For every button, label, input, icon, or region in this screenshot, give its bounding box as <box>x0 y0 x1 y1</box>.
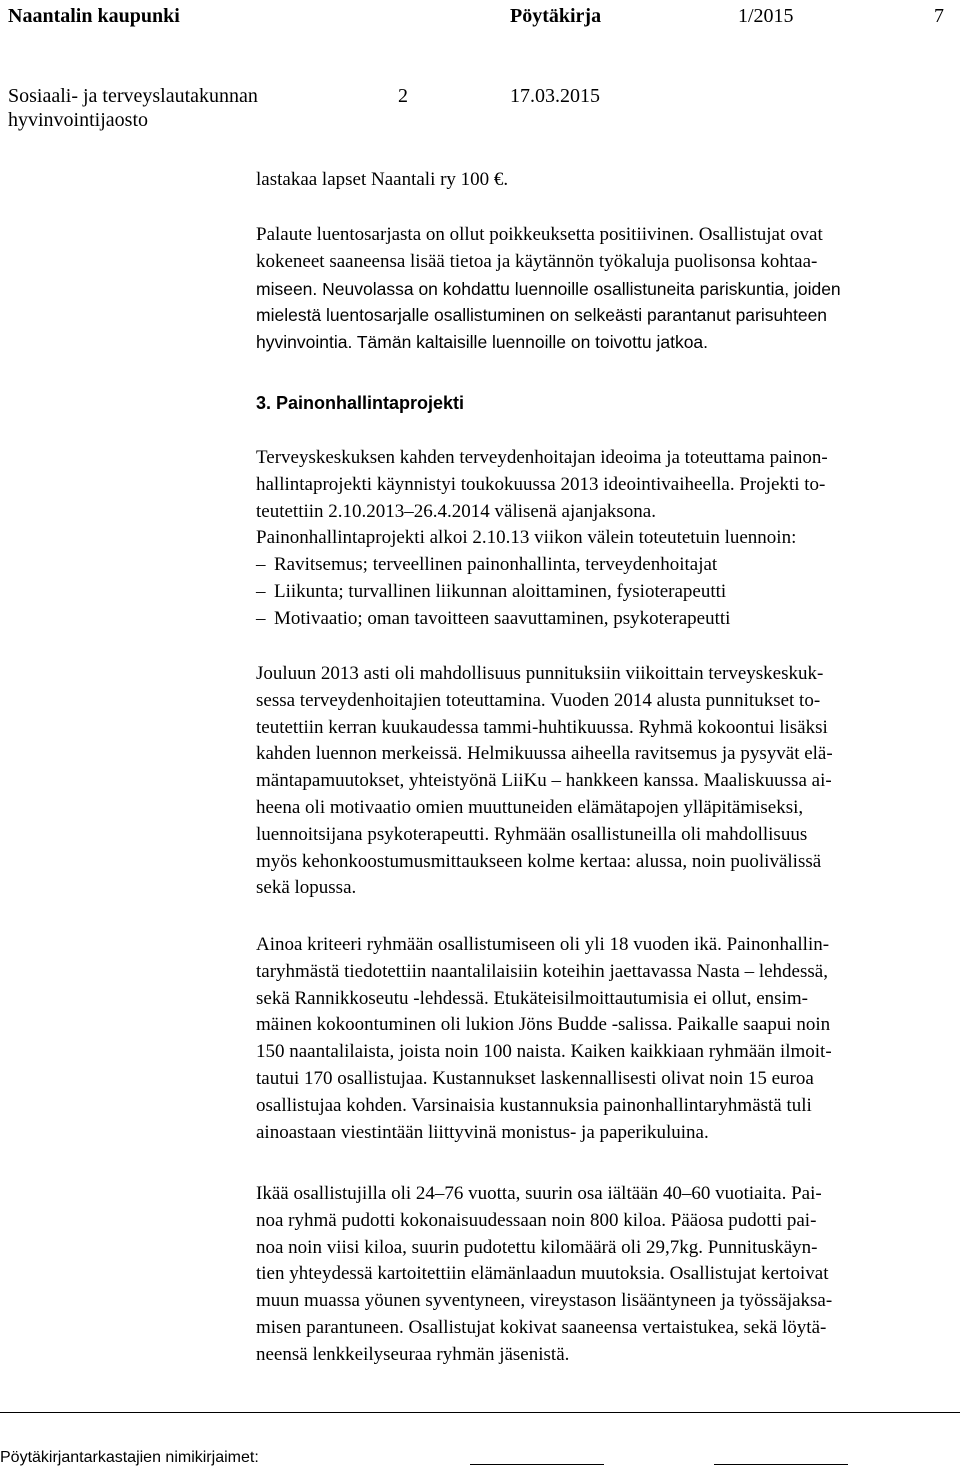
text-line: mielestä luentosarjalle osallistuminen on selkeästi parantanut parisuhteen <box>256 305 828 326</box>
footer-divider <box>0 1412 960 1413</box>
intro-paragraph <box>256 167 956 194</box>
list-item: – Motivaatio; oman tavoitteen saavuttaminen, psykoterapeutti <box>256 606 956 633</box>
text-line: teutettiin 2.10.2013–26.4.2014 välisenä ajanjaksona. <box>256 500 656 522</box>
project-intro-paragraph <box>256 445 956 633</box>
text-line: osallistujaa kohden. Varsinaisia kustannuksia painonhallintaryhmästä tuli <box>256 1094 812 1116</box>
committee-name-line1: Sosiaali- ja terveyslautakunnan <box>8 85 258 107</box>
text-line: taryhmästä tiedotettiin naantalilaisiin koteihin jaettavassa Nasta – lehdessä, <box>256 960 828 982</box>
text-line: sekä lopussa. <box>256 877 357 899</box>
signature-line <box>714 1464 848 1465</box>
weighing-paragraph <box>256 661 956 902</box>
dash-bullet: – <box>256 580 266 602</box>
feedback-paragraph <box>256 222 956 356</box>
text-line: hyvinvointia. Tämän kaltaisille luennoille on toivottu jatkoa. <box>256 332 709 353</box>
section-heading: 3. Painonhallintaprojekti <box>256 393 465 413</box>
doc-type: Pöytäkirja <box>510 5 602 27</box>
text-line: kokeneet saaneensa lisää tietoa ja käytännön työkaluja puolisonsa kohtaa- <box>256 250 818 272</box>
text-line: Palaute luentosarjasta on ollut poikkeuksetta positiivinen. Osallistujat ovat <box>256 224 823 245</box>
org-name: Naantalin kaupunki <box>8 5 180 27</box>
text-line: sessa terveydenhoitajien toteuttamina. Vuoden 2014 alusta punnitukset to- <box>256 689 821 711</box>
text-line: mäntapamuutokset, yhteistyönä LiiKu – hankkeen kanssa. Maaliskuussa ai- <box>256 770 832 792</box>
text-line: misen parantuneen. Osallistujat kokivat saaneensa vertaistukea, sekä löytä- <box>256 1316 827 1338</box>
text-line: Terveyskeskuksen kahden terveydenhoitajan ideoima ja toteuttama painon- <box>256 447 828 468</box>
dash-bullet: – <box>256 607 266 629</box>
criteria-paragraph <box>256 932 956 1146</box>
text-line: noa noin viisi kiloa, suurin pudotettu kilomäärä oli 29,7kg. Punnituskäyn- <box>256 1236 818 1258</box>
dash-bullet: – <box>256 554 266 576</box>
results-paragraph <box>256 1181 956 1369</box>
text-line: luennoitsijana psykoterapeutti. Ryhmään osallistuneilla oli mahdollisuus <box>256 823 808 845</box>
text-line: heena oli motivaatio omien muuttuneiden elämätapojen ylläpitämiseksi, <box>256 796 804 818</box>
committee-name-line2: hyvinvointijaosto <box>8 109 148 131</box>
text-line: tien yhteydessä kartoitettiin elämänlaadun muutoksia. Osallistujat kertoivat <box>256 1263 829 1285</box>
doc-number: 1/2015 <box>738 5 794 27</box>
text-line: Painonhallintaprojekti alkoi 2.10.13 viikon välein toteutetuin luennoin: <box>256 527 797 549</box>
text-line: neensä lenkkeilyseuraa ryhmän jäsenistä. <box>256 1343 570 1365</box>
text-line: muun muassa yöunen syventyneen, vireystason lisääntyneen ja työssäjaksa- <box>256 1290 833 1312</box>
list-item: – Ravitsemus; terveellinen painonhallinta, terveydenhoitajat <box>256 552 956 579</box>
text-line: noa ryhmä pudotti kokonaisuudessaan noin 800 kiloa. Pääosa pudotti pai- <box>256 1209 817 1231</box>
section-number: 2 <box>398 85 408 107</box>
text-line: Ainoa kriteeri ryhmään osallistumiseen oli yli 18 vuoden ikä. Painonhallin- <box>256 934 830 955</box>
text-line: tautui 170 osallistujaa. Kustannukset laskennallisesti olivat noin 15 euroa <box>256 1067 814 1089</box>
page-number: 7 <box>934 5 944 27</box>
text-line: mäinen kokoontuminen oli lukion Jöns Budde -salissa. Paikalle saapui noin <box>256 1014 831 1036</box>
text-line: 150 naantalilaista, joista noin 100 naista. Kaiken kaikkiaan ryhmään ilmoit- <box>256 1041 832 1063</box>
footer-label: Pöytäkirjantarkastajien nimikirjaimet: <box>0 1449 259 1466</box>
text-line: sekä Rannikkoseutu -lehdessä. Etukäteisilmoittautumisia ei ollut, ensim- <box>256 987 808 1009</box>
text-line: kahden luennon merkeissä. Helmikuussa aiheella ravitsemus ja pysyvät elä- <box>256 743 833 765</box>
signature-line <box>470 1464 604 1465</box>
text-line: myös kehonkoostumusmittaukseen kolme kertaa: alussa, noin puolivälissä <box>256 850 822 872</box>
text-line: hallintaprojekti käynnistyi toukokuussa 2013 ideointivaiheella. Projekti to- <box>256 473 826 495</box>
meeting-date: 17.03.2015 <box>510 85 600 107</box>
text-line: miseen. Neuvolassa on kohdattu luennoille osallistuneita pariskuntia, joiden <box>256 278 841 299</box>
text-line: teutettiin kerran kuukaudessa tammi-huhtikuussa. Ryhmä kokoontui lisäksi <box>256 716 828 738</box>
text-line: Jouluun 2013 asti oli mahdollisuus punnituksiin viikoittain terveyskeskuk- <box>256 663 824 684</box>
text-line: lastakaa lapset Naantali ry 100 €. <box>256 169 509 190</box>
text-line: Ikää osallistujilla oli 24–76 vuotta, suurin osa iältään 40–60 vuotiaita. Pai- <box>256 1183 822 1204</box>
list-item: – Liikunta; turvallinen liikunnan aloittaminen, fysioterapeutti <box>256 579 956 606</box>
text-line: ainoastaan viestintään liittyvinä monistus- ja paperikuluina. <box>256 1121 709 1143</box>
